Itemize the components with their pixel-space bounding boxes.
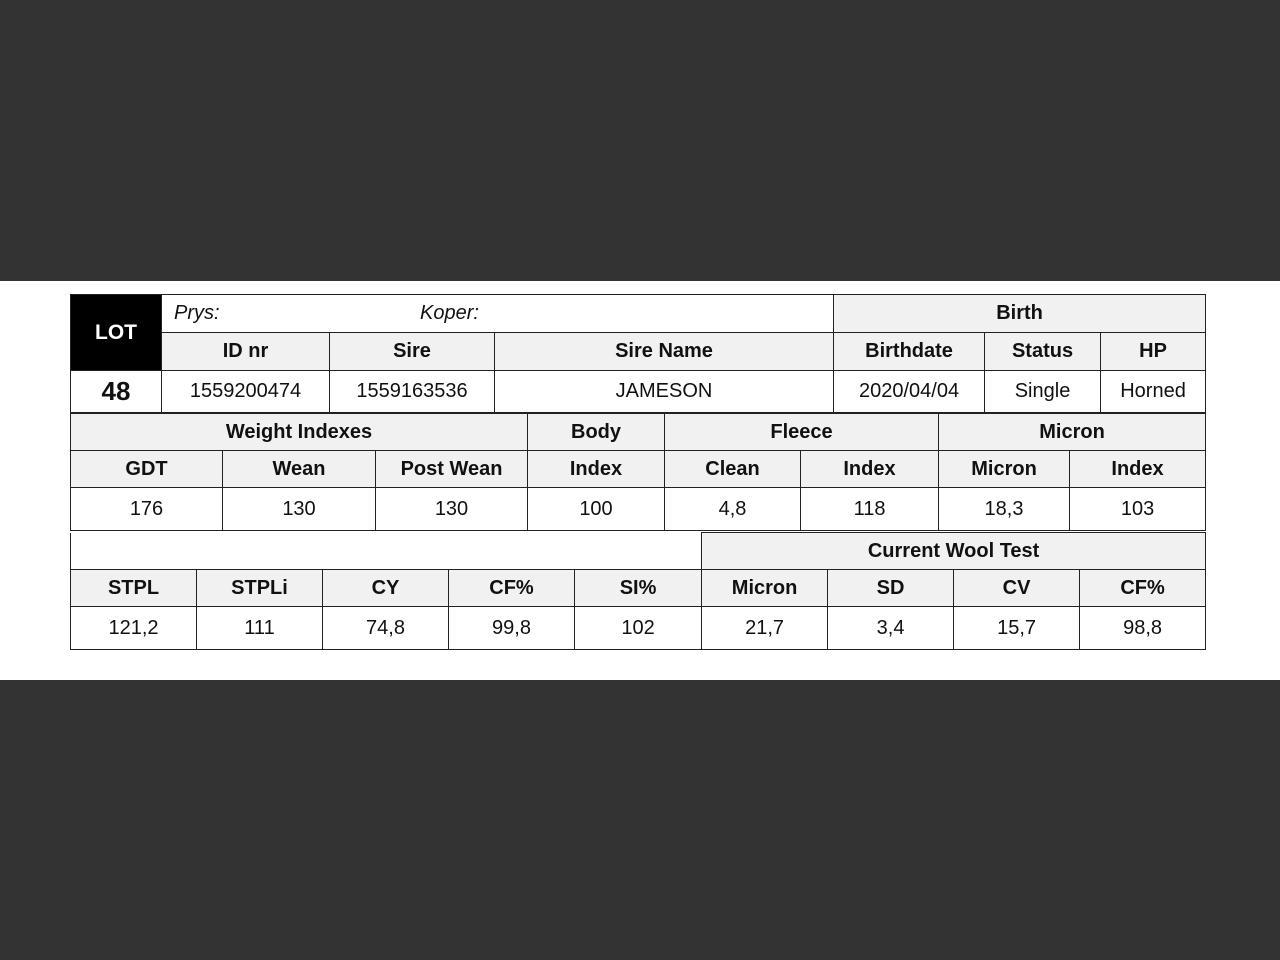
lot-number: 48 xyxy=(71,371,162,413)
body-index-value: 100 xyxy=(528,488,665,531)
status-header: Status xyxy=(985,333,1101,371)
fleece-index-value: 118 xyxy=(801,488,939,531)
prys-label: Prys: xyxy=(174,302,220,324)
hp-header: HP xyxy=(1101,333,1206,371)
lot-label: LOT xyxy=(71,295,162,371)
indexes-table xyxy=(70,413,1206,531)
wool-table xyxy=(70,532,1206,650)
lot-sheet xyxy=(0,281,1280,680)
micron-value: 18,3 xyxy=(939,488,1070,531)
gdt-value: 176 xyxy=(71,488,223,531)
gdt-header: GDT xyxy=(71,451,223,488)
current-wool-test-header: Current Wool Test xyxy=(702,533,1206,570)
micron-header: Micron xyxy=(939,451,1070,488)
sire-name-header: Sire Name xyxy=(495,333,834,371)
cy-header: CY xyxy=(323,570,449,607)
weight-indexes-header: Weight Indexes xyxy=(71,414,528,451)
fleece-header: Fleece xyxy=(665,414,939,451)
sd-value: 3,4 xyxy=(828,607,954,650)
sire-value: 1559163536 xyxy=(330,371,495,413)
indexes-block xyxy=(70,413,1205,531)
micron-group-header: Micron xyxy=(939,414,1206,451)
stpl-header: STPL xyxy=(71,570,197,607)
koper-label: Koper: xyxy=(420,302,479,324)
lot-info-block xyxy=(70,294,1205,413)
cf-value: 99,8 xyxy=(449,607,575,650)
hp-value: Horned xyxy=(1101,371,1206,413)
body-header: Body xyxy=(528,414,665,451)
birthdate-value: 2020/04/04 xyxy=(834,371,985,413)
clean-value: 4,8 xyxy=(665,488,801,531)
wool-cf-value: 98,8 xyxy=(1080,607,1206,650)
cy-value: 74,8 xyxy=(323,607,449,650)
blank-cell xyxy=(71,533,702,570)
wool-block xyxy=(70,532,1205,650)
stpli-header: STPLi xyxy=(197,570,323,607)
micron-index-header: Index xyxy=(1070,451,1206,488)
wool-micron-header: Micron xyxy=(702,570,828,607)
si-header: SI% xyxy=(575,570,702,607)
stpl-value: 121,2 xyxy=(71,607,197,650)
birth-header: Birth xyxy=(834,295,1206,333)
post-wean-header: Post Wean xyxy=(376,451,528,488)
wean-value: 130 xyxy=(223,488,376,531)
lot-info-table xyxy=(70,294,1206,413)
birthdate-header: Birthdate xyxy=(834,333,985,371)
post-wean-value: 130 xyxy=(376,488,528,531)
wean-header: Wean xyxy=(223,451,376,488)
id-nr-value: 1559200474 xyxy=(162,371,330,413)
wool-cf-header: CF% xyxy=(1080,570,1206,607)
stpli-value: 111 xyxy=(197,607,323,650)
price-buyer-field[interactable] xyxy=(162,295,834,333)
cv-header: CV xyxy=(954,570,1080,607)
wool-micron-value: 21,7 xyxy=(702,607,828,650)
si-value: 102 xyxy=(575,607,702,650)
sd-header: SD xyxy=(828,570,954,607)
body-index-header: Index xyxy=(528,451,665,488)
sire-header: Sire xyxy=(330,333,495,371)
status-value: Single xyxy=(985,371,1101,413)
id-nr-header: ID nr xyxy=(162,333,330,371)
fleece-index-header: Index xyxy=(801,451,939,488)
sire-name-value: JAMESON xyxy=(495,371,834,413)
cf-header: CF% xyxy=(449,570,575,607)
micron-index-value: 103 xyxy=(1070,488,1206,531)
cv-value: 15,7 xyxy=(954,607,1080,650)
clean-header: Clean xyxy=(665,451,801,488)
